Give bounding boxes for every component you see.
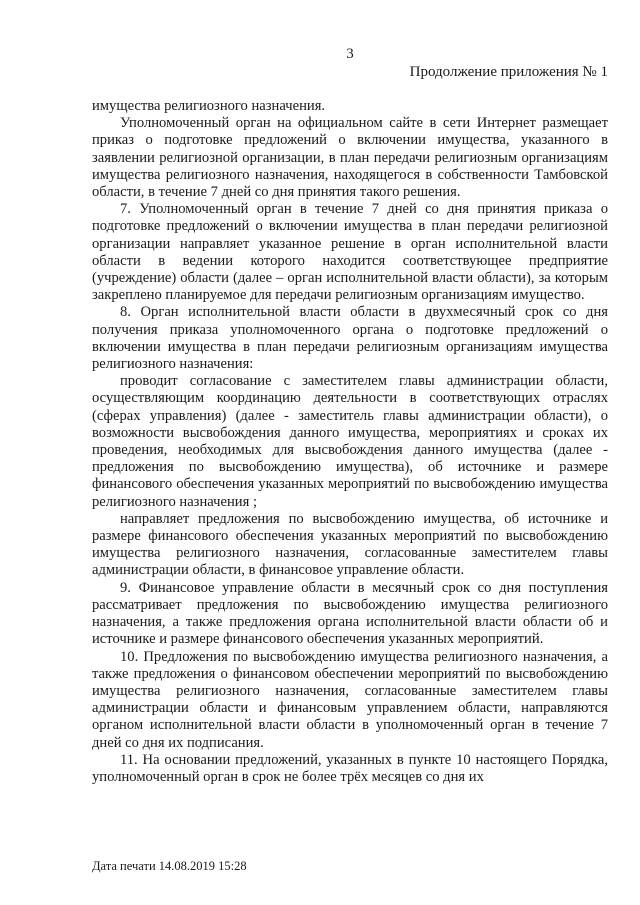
document-body [92, 98, 608, 786]
paragraph-publication: Уполномоченный орган на официальном сайте в сети Интернет размещает приказ о подготовке предложений о включении имущества, указанного в заявлении религиозной организации, в план передачи религиозным организациям имущества религиозного назначения, находящегося в собственности Тамбовской области, в течение 7 дней со дня принятия такого решения. [92, 115, 608, 201]
appendix-continuation-label: Продолжение приложения № 1 [409, 64, 608, 80]
paragraph-10: 10. Предложения по высвобождению имущества религиозного назначения, а также предложения о финансовом обеспечении мероприятий по высвобождению имущества религиозного назначения, согласованные заместителем главы администрации области и финансовым управлением области, направляются органом исполнительной власти области в уполномоченный орган в течение 7 дней со дня их подписания. [92, 648, 608, 751]
page-number: 3 [346, 46, 354, 62]
paragraph-11: 11. На основании предложений, указанных в пункте 10 настоящего Порядка, уполномоченный орган в срок не более трёх месяцев со дня их [92, 751, 608, 785]
print-date: Дата печати 14.08.2019 15:28 [92, 859, 247, 873]
paragraph-7: 7. Уполномоченный орган в течение 7 дней со дня принятия приказа о подготовке предложений о включении имущества в план передачи религиозной организации направляет указанное решение в орган исполнительной власти области в ведении которого находится соответствующее предприятие (учреждение) области (далее – орган исполнительной власти области), за которым закреплено планируемое для передачи религиозным организациям имущество. [92, 201, 608, 304]
paragraph-8-submission: направляет предложения по высвобождению имущества, об источнике и размере финансового обеспечения указанных мероприятий по высвобождению имущества религиозного назначения, согласованные заместителем главы администрации области, в финансовое управление области. [92, 510, 608, 579]
paragraph-continued: имущества религиозного назначения. [92, 98, 326, 114]
paragraph-9: 9. Финансовое управление области в месячный срок со дня поступления рассматривает предложения по высвобождению имущества религиозного назначения, а также предложения органа исполнительной власти области об и источнике и размере финансового обеспечения указанных мероприятий. [92, 579, 608, 648]
paragraph-8: 8. Орган исполнительной власти области в двухмесячный срок со дня получения приказа уполномоченного органа о подготовке предложений о включении имущества в план передачи религиозным организациям имущества религиозного назначения: [92, 304, 608, 373]
paragraph-8-coordination: проводит согласование с заместителем главы администрации области, осуществляющим координацию деятельности в соответствующих отраслях (сферах управления) (далее - заместитель главы администрации области), о возможности высвобождения данного имущества, мероприятиях и сроках их проведения, необходимых для высвобождения данного имущества (далее - предложения по высвобождению имущества), об источнике и размере финансового обеспечения указанных мероприятий по высвобождению имущества религиозного назначения ; [92, 373, 608, 510]
